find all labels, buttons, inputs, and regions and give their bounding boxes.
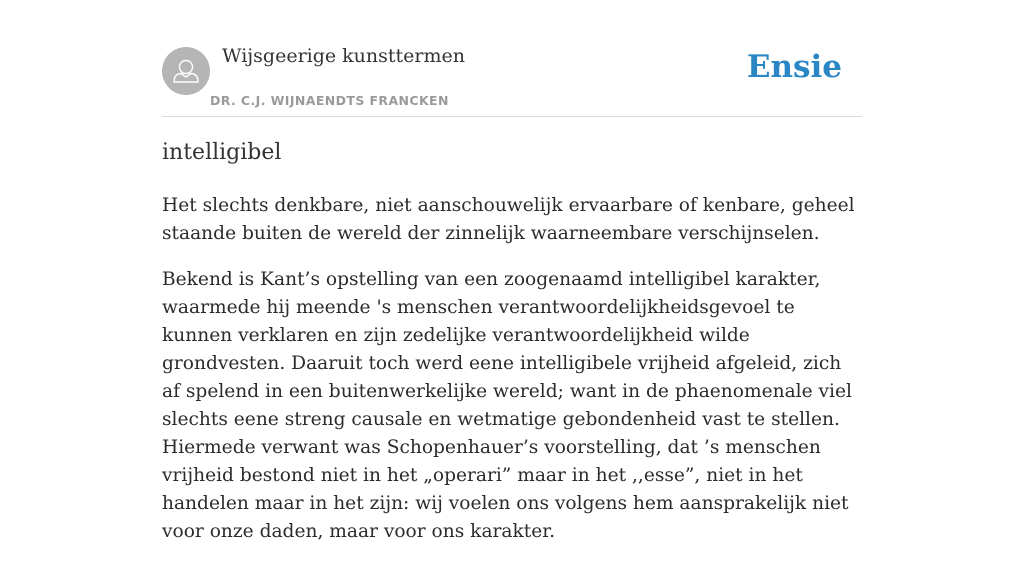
- header: [162, 0, 862, 117]
- user-avatar-icon[interactable]: [162, 47, 210, 95]
- entry-title: intelligibel: [162, 140, 282, 165]
- page: [162, 0, 862, 542]
- author-name[interactable]: DR. C.J. WIJNAENDTS FRANCKEN: [210, 93, 449, 108]
- avatar-silhouette: [162, 47, 210, 95]
- paragraph: Het slechts denkbare, niet aanschouwelijk ervaarbare of kenbare, geheel staande buiten de wereld der zinnelijk waarneembare verschijnselen.: [162, 195, 855, 244]
- brand-logo[interactable]: Ensie: [746, 49, 842, 85]
- paragraph: Bekend is Kant’s opstelling van een zoogenaamd intelligibel karakter, waarmede hij meende 's menschen verantwoordelijkheidsgevoel te kunnen verklaren en zijn zedelijke verantwoordelijkheid wilde grondvesten. Daaruit toch werd eene intelligibele vrijheid afgeleid, zich af spelend in een buitenwerkelijke wereld; want in de phaenomenale viel slechts eene streng causale en wetmatige gebondenheid vast te stellen. Hiermede verwant was Schopenhauer’s voorstelling, dat ’s menschen vrijheid bestond niet in het „operari” maar in het ,,esse”, niet in het handelen maar in het zijn: wij voelen ons volgens hem aansprakelijk niet voor onze daden, maar voor ons karakter.: [162, 269, 852, 542]
- entry-content: [162, 192, 862, 564]
- book-title[interactable]: Wijsgeerige kunsttermen: [222, 45, 466, 67]
